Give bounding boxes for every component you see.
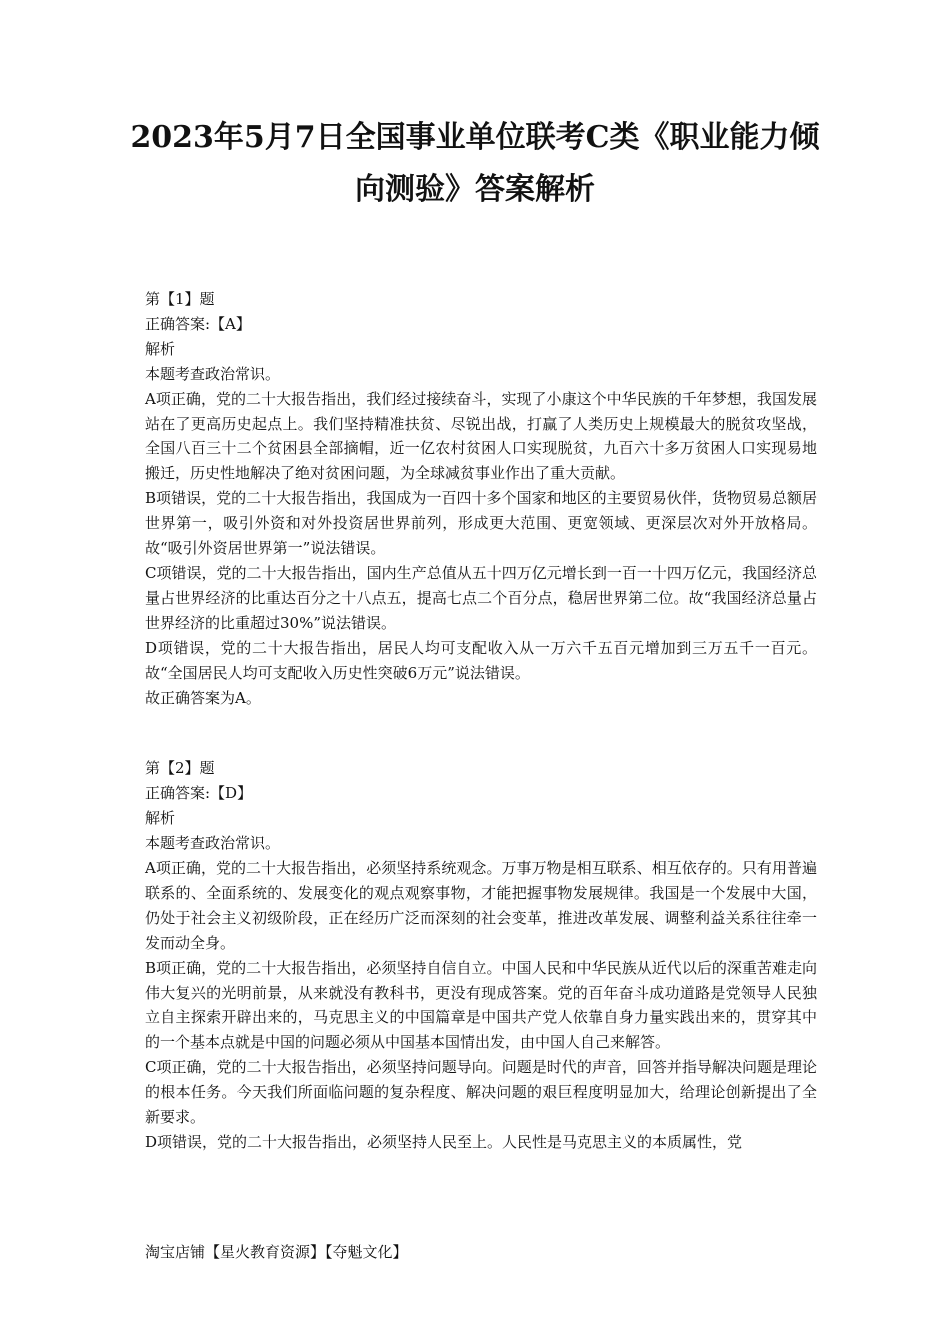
page-footer: 淘宝店铺【星火教育资源】【夺魁文化】 [145, 1243, 408, 1261]
option-a-analysis: A项正确，党的二十大报告指出，必须坚持系统观念。万事万物是相互联系、相互依存的。只有用普遍联系的、全面系统的、发展变化的观点观察事物，才能把握事物发展规律。我国是一个发展中大国，仍处于社会主义初级阶段，正在经历广泛而深刻的社会变革，推进改革发展、调整利益关系往往牵一发而动全身。 [145, 859, 817, 952]
analysis-label: 解析 [145, 809, 176, 828]
topic-line: 本题考查政治常识。 [145, 364, 281, 383]
page-title-line-1: 2023年5月7日全国事业单位联考C类《职业能力倾 [130, 120, 820, 155]
option-c-analysis: C项错误，党的二十大报告指出，国内生产总值从五十四万亿元增长到一百一十四万亿元，我国经济总量占世界经济的比重达百分之十八点五，提高七点二个百分点，稳居世界第二位。故“我国经济总量占世界经济的比重超过30%”说法错误。 [145, 563, 817, 632]
question-1 [145, 287, 817, 710]
option-b-analysis: B项正确，党的二十大报告指出，必须坚持自信自立。中国人民和中华民族从近代以后的深重苦难走向伟大复兴的光明前景，从来就没有教科书，更没有现成答案。党的百年奋斗成功道路是党领导人民独立自主探索开辟出来的，马克思主义的中国篇章是中国共产党人依靠自身力量实践出来的，贯穿其中的一个基本点就是中国的问题必须从中国基本国情出发，由中国人自己来解答。 [145, 958, 817, 1052]
option-d-analysis: D项错误，党的二十大报告指出，居民人均可支配收入从一万六千五百元增加到三万五千一百元。故“全国居民人均可支配收入历史性突破6万元”说法错误。 [145, 638, 817, 682]
topic-line: 本题考查政治常识。 [145, 834, 281, 853]
question-number: 第【1】题 [145, 290, 215, 308]
option-b-analysis: B项错误，党的二十大报告指出，我国成为一百四十多个国家和地区的主要贸易伙伴，货物贸易总额居世界第一，吸引外资和对外投资居世界前列，形成更大范围、更宽领域、更深层次对外开放格局。故“吸引外资居世界第一”说法错误。 [145, 489, 817, 558]
option-d-analysis: D项错误，党的二十大报告指出，必须坚持人民至上。人民性是马克思主义的本质属性，党 [145, 1133, 743, 1151]
correct-answer: 正确答案:【D】 [145, 784, 253, 803]
question-2 [145, 756, 817, 1155]
correct-answer: 正确答案:【A】 [145, 314, 251, 333]
conclusion: 故正确答案为A。 [145, 688, 261, 707]
page-title [100, 112, 850, 216]
question-number: 第【2】题 [145, 759, 215, 778]
option-c-analysis: C项正确，党的二十大报告指出，必须坚持问题导向。问题是时代的声音，回答并指导解决问题是理论的根本任务。今天我们所面临问题的复杂程度、解决问题的艰巨程度明显加大，给理论创新提出了全新要求。 [145, 1058, 817, 1127]
analysis-label: 解析 [145, 339, 176, 358]
answer-content [145, 287, 817, 1155]
page-title-line-2: 向测验》答案解析 [355, 172, 595, 207]
option-a-analysis: A项正确，党的二十大报告指出，我们经过接续奋斗，实现了小康这个中华民族的千年梦想，我国发展站在了更高历史起点上。我们坚持精准扶贫、尽锐出战，打赢了人类历史上规模最大的脱贫攻坚战，全国八百三十二个贫困县全部摘帽，近一亿农村贫困人口实现脱贫，九百六十多万贫困人口实现易地搬迁，历史性地解决了绝对贫困问题，为全球减贫事业作出了重大贡献。 [145, 389, 817, 483]
